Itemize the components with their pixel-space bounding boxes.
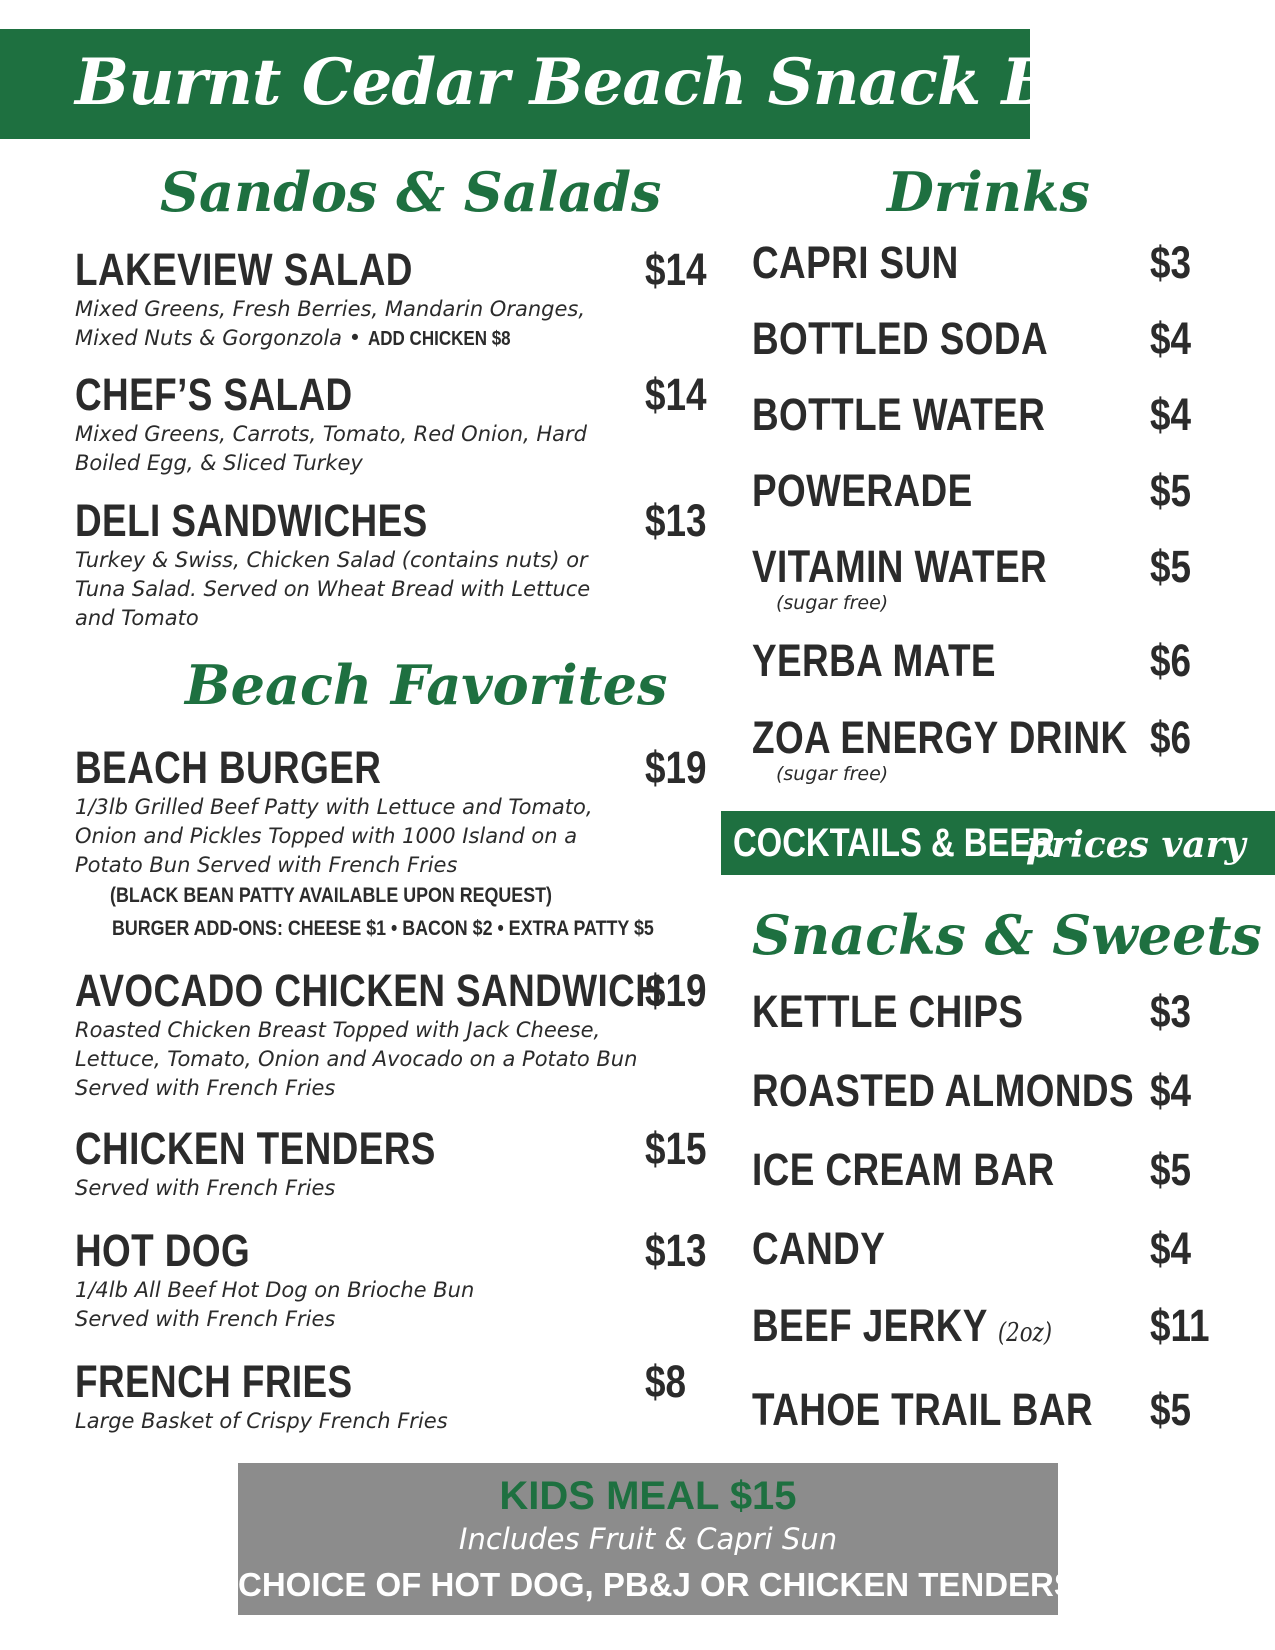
snack-price: $3 <box>1150 986 1192 1037</box>
drink-price: $3 <box>1150 237 1192 288</box>
item-price: $15 <box>645 1123 707 1174</box>
burger-patty-note: (BLACK BEAN PATTY AVAILABLE UPON REQUEST) <box>110 884 552 907</box>
heading-sandos-salads: Sandos & Salads <box>160 160 662 224</box>
item-price: $14 <box>645 369 707 420</box>
drink-name-bottled-soda: BOTTLED SODA <box>752 313 1049 364</box>
item-description: Roasted Chicken Breast Topped with Jack Cheese, Lettuce, Tomato, Onion and Avocado on a Potato Bun Served with French Fries <box>75 1018 638 1100</box>
drink-name-powerade: POWERADE <box>752 465 973 516</box>
item-price: $13 <box>645 1225 707 1276</box>
item-price: $14 <box>645 244 707 295</box>
item-name: CHICKEN TENDERS <box>75 1123 436 1174</box>
drink-price: $6 <box>1150 712 1192 763</box>
item-name: FRENCH FRIES <box>75 1356 353 1407</box>
drink-name-yerba-mate: YERBA MATE <box>752 635 996 686</box>
item-description: 1/3lb Grilled Beef Patty with Lettuce and Tomato, Onion and Pickles Topped with 1000 Island on a Potato Bun Served with French Fries <box>75 795 593 877</box>
snack-name-ice-cream-bar: ICE CREAM BAR <box>752 1144 1055 1195</box>
snack-price: $5 <box>1150 1384 1192 1435</box>
burger-addons-note: BURGER ADD-ONS: CHEESE $1 • BACON $2 • EXTRA PATTY $5 <box>112 917 654 940</box>
cocktails-label: COCKTAILS & BEER <box>733 821 1055 865</box>
menu-title: Burnt Cedar Beach Snack Bar <box>75 45 1128 120</box>
item-description: Large Basket of Crispy French Fries <box>75 1409 448 1433</box>
item-description: Turkey & Swiss, Chicken Salad (contains nuts) or Tuna Salad. Served on Wheat Bread with Lettuce and Tomato <box>75 548 591 630</box>
snack-price: $4 <box>1150 1065 1192 1116</box>
cocktails-price-note: prices vary <box>1026 824 1246 866</box>
drink-price: $4 <box>1150 389 1192 440</box>
menu-item-chefs-salad <box>75 370 635 478</box>
drink-price: $5 <box>1150 465 1192 516</box>
kids-meal-title: KIDS MEAL $15 <box>499 1474 797 1518</box>
item-name: LAKEVIEW SALAD <box>75 244 413 295</box>
drink-name-zoa-energy-drink: ZOA ENERGY DRINK <box>752 712 1128 763</box>
item-price: $8 <box>645 1356 687 1407</box>
snack-name-roasted-almonds: ROASTED ALMONDS <box>752 1065 1134 1116</box>
snack-price: $5 <box>1150 1144 1192 1195</box>
menu-item-hot-dog <box>75 1226 525 1334</box>
kids-meal-subtitle: Includes Fruit & Capri Sun <box>458 1522 838 1556</box>
drink-name-bottle-water: BOTTLE WATER <box>752 389 1046 440</box>
heading-snacks-sweets: Snacks & Sweets <box>752 903 1262 967</box>
item-name: BEACH BURGER <box>75 742 382 793</box>
kids-meal-choice: CHOICE OF HOT DOG, PB&J OR CHICKEN TENDERS 2pc <box>238 1566 1130 1603</box>
item-price: $19 <box>645 742 707 793</box>
item-price: $19 <box>645 965 707 1016</box>
drink-price: $5 <box>1150 541 1192 592</box>
drink-name-capri-sun: CAPRI SUN <box>752 237 959 288</box>
drink-price: $6 <box>1150 635 1192 686</box>
kids-meal-box <box>238 1463 1130 1615</box>
item-name: CHEF’S SALAD <box>75 369 353 420</box>
heading-drinks: Drinks <box>887 160 1090 224</box>
item-addon: ADD CHICKEN $8 <box>367 328 511 350</box>
item-description: Served with French Fries <box>75 1176 336 1200</box>
item-name: AVOCADO CHICKEN SANDWICH <box>75 965 663 1016</box>
item-name: HOT DOG <box>75 1225 251 1276</box>
drink-price: $4 <box>1150 313 1192 364</box>
snack-price: $4 <box>1150 1223 1192 1274</box>
menu-item-deli-sandwiches <box>75 496 635 633</box>
beef-jerky-size: (2oz) <box>997 1318 1053 1348</box>
snack-name-candy: CANDY <box>752 1223 886 1274</box>
title-banner <box>0 29 1128 139</box>
item-name: DELI SANDWICHES <box>75 495 428 546</box>
menu-item-beach-burger <box>75 743 635 880</box>
drink-name-vitamin-water: VITAMIN WATER <box>752 541 1048 592</box>
menu-item-chicken-tenders <box>75 1124 635 1203</box>
item-price: $13 <box>645 495 707 546</box>
drink-note-sugar-free: (sugar free) <box>776 592 889 614</box>
drink-note-sugar-free: (sugar free) <box>776 763 889 785</box>
cocktails-beer-banner <box>721 811 1275 875</box>
item-description: Mixed Greens, Carrots, Tomato, Red Onion, Hard Boiled Egg, & Sliced Turkey <box>75 422 587 475</box>
heading-beach-favorites: Beach Favorites <box>185 653 668 717</box>
menu-item-french-fries <box>75 1357 635 1436</box>
item-description: 1/4lb All Beef Hot Dog on Brioche Bun Served with French Fries <box>75 1278 475 1331</box>
snack-name-beef-jerky: BEEF JERKY (2oz) <box>752 1300 1053 1351</box>
snack-price: $11 <box>1150 1300 1210 1351</box>
snack-name-kettle-chips: KETTLE CHIPS <box>752 986 1024 1037</box>
menu-item-lakeview-salad <box>75 245 635 354</box>
snack-name-tahoe-trail-bar: TAHOE TRAIL BAR <box>752 1384 1093 1435</box>
kids-choice-note: 2pc <box>1085 1574 1130 1602</box>
item-description: Mixed Greens, Fresh Berries, Mandarin Oranges, Mixed Nuts & Gorgonzola • ADD CHICKEN $8 <box>75 295 635 354</box>
